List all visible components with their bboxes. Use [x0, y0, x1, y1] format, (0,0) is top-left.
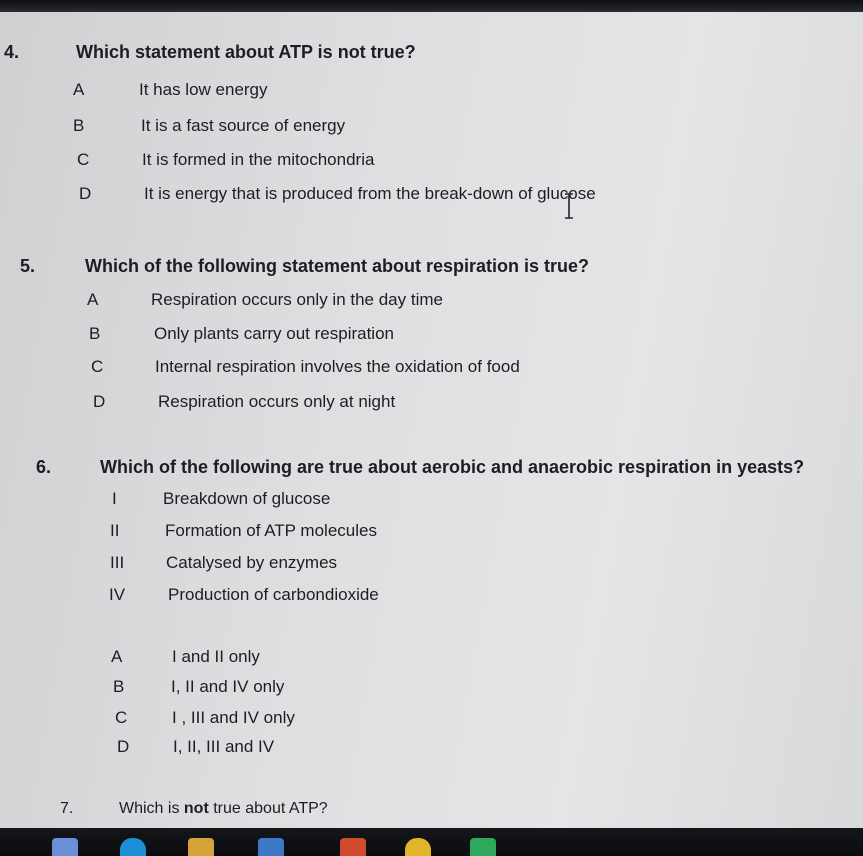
question-6-option-d-text: I, II, III and IV	[173, 737, 275, 756]
question-4-option-a-text: It has low energy	[139, 80, 268, 99]
monitor-bezel-top	[0, 0, 863, 12]
question-7-text	[119, 800, 328, 818]
question-6-option-a-text: I and II only	[172, 647, 260, 666]
question-6-option-b-text: I, II and IV only	[171, 677, 285, 696]
question-4-option-c-letter: C	[77, 150, 90, 169]
question-5-option-b-text: Only plants carry out respiration	[154, 324, 394, 343]
edge-icon[interactable]	[120, 838, 146, 856]
question-5-number: 5.	[20, 256, 36, 276]
question-7-text-start: Which is	[119, 800, 184, 817]
question-4-option-d-text: It is energy that is produced from the break-down of glucose	[144, 184, 596, 203]
question-7-text-emphasis: not	[183, 800, 209, 817]
question-5-option-d-letter: D	[93, 392, 106, 411]
mail-icon[interactable]	[258, 838, 284, 856]
question-6-number: 6.	[36, 457, 52, 477]
question-4-option-b-letter: B	[73, 116, 85, 135]
question-5-option-d-text: Respiration occurs only at night	[158, 392, 396, 411]
question-4-option-c-text: It is formed in the mitochondria	[142, 150, 375, 169]
question-4-text: Which statement about ATP is not true?	[76, 42, 416, 62]
text-cursor-icon	[563, 192, 575, 220]
question-4-option-a-letter: A	[73, 80, 85, 99]
question-5-option-b-letter: B	[89, 324, 101, 343]
question-6-option-a-letter: A	[111, 647, 123, 666]
question-6-text: Which of the following are true about aerobic and anaerobic respiration in yeasts?	[100, 457, 805, 477]
question-7-number: 7.	[60, 800, 74, 817]
question-6-statement-1-numeral: I	[112, 489, 117, 508]
question-4-number: 4.	[4, 42, 20, 62]
question-5-option-c-text: Internal respiration involves the oxidation of food	[155, 357, 520, 376]
folder-icon[interactable]	[188, 838, 214, 856]
question-6-option-c-text: I , III and IV only	[172, 708, 295, 727]
question-5-option-c-letter: C	[91, 357, 104, 376]
chrome-icon[interactable]	[405, 838, 431, 856]
taskbar	[0, 828, 863, 856]
question-6-statement-4-numeral: IV	[109, 585, 126, 604]
question-6-option-d-letter: D	[117, 737, 130, 756]
question-6-option-c-letter: C	[115, 708, 128, 727]
question-6-statement-3-text: Catalysed by enzymes	[166, 553, 338, 572]
question-4-option-d-letter: D	[79, 184, 92, 203]
document-page[interactable]	[0, 12, 863, 828]
question-5-option-a-text: Respiration occurs only in the day time	[151, 290, 443, 309]
question-5-text: Which of the following statement about respiration is true?	[85, 256, 590, 276]
start-icon[interactable]	[52, 838, 78, 856]
question-6-statement-3-numeral: III	[110, 553, 125, 572]
question-6-option-b-letter: B	[113, 677, 125, 696]
question-6-statement-2-numeral: II	[110, 521, 120, 540]
app-icon[interactable]	[470, 838, 496, 856]
question-4-option-b-text: It is a fast source of energy	[141, 116, 346, 135]
question-6-statement-1-text: Breakdown of glucose	[163, 489, 331, 508]
question-6-statement-4-text: Production of carbondioxide	[168, 585, 379, 604]
question-7-text-end: true about ATP?	[208, 800, 328, 817]
question-5-option-a-letter: A	[87, 290, 99, 309]
office-icon[interactable]	[340, 838, 366, 856]
question-6-statement-2-text: Formation of ATP molecules	[165, 521, 377, 540]
